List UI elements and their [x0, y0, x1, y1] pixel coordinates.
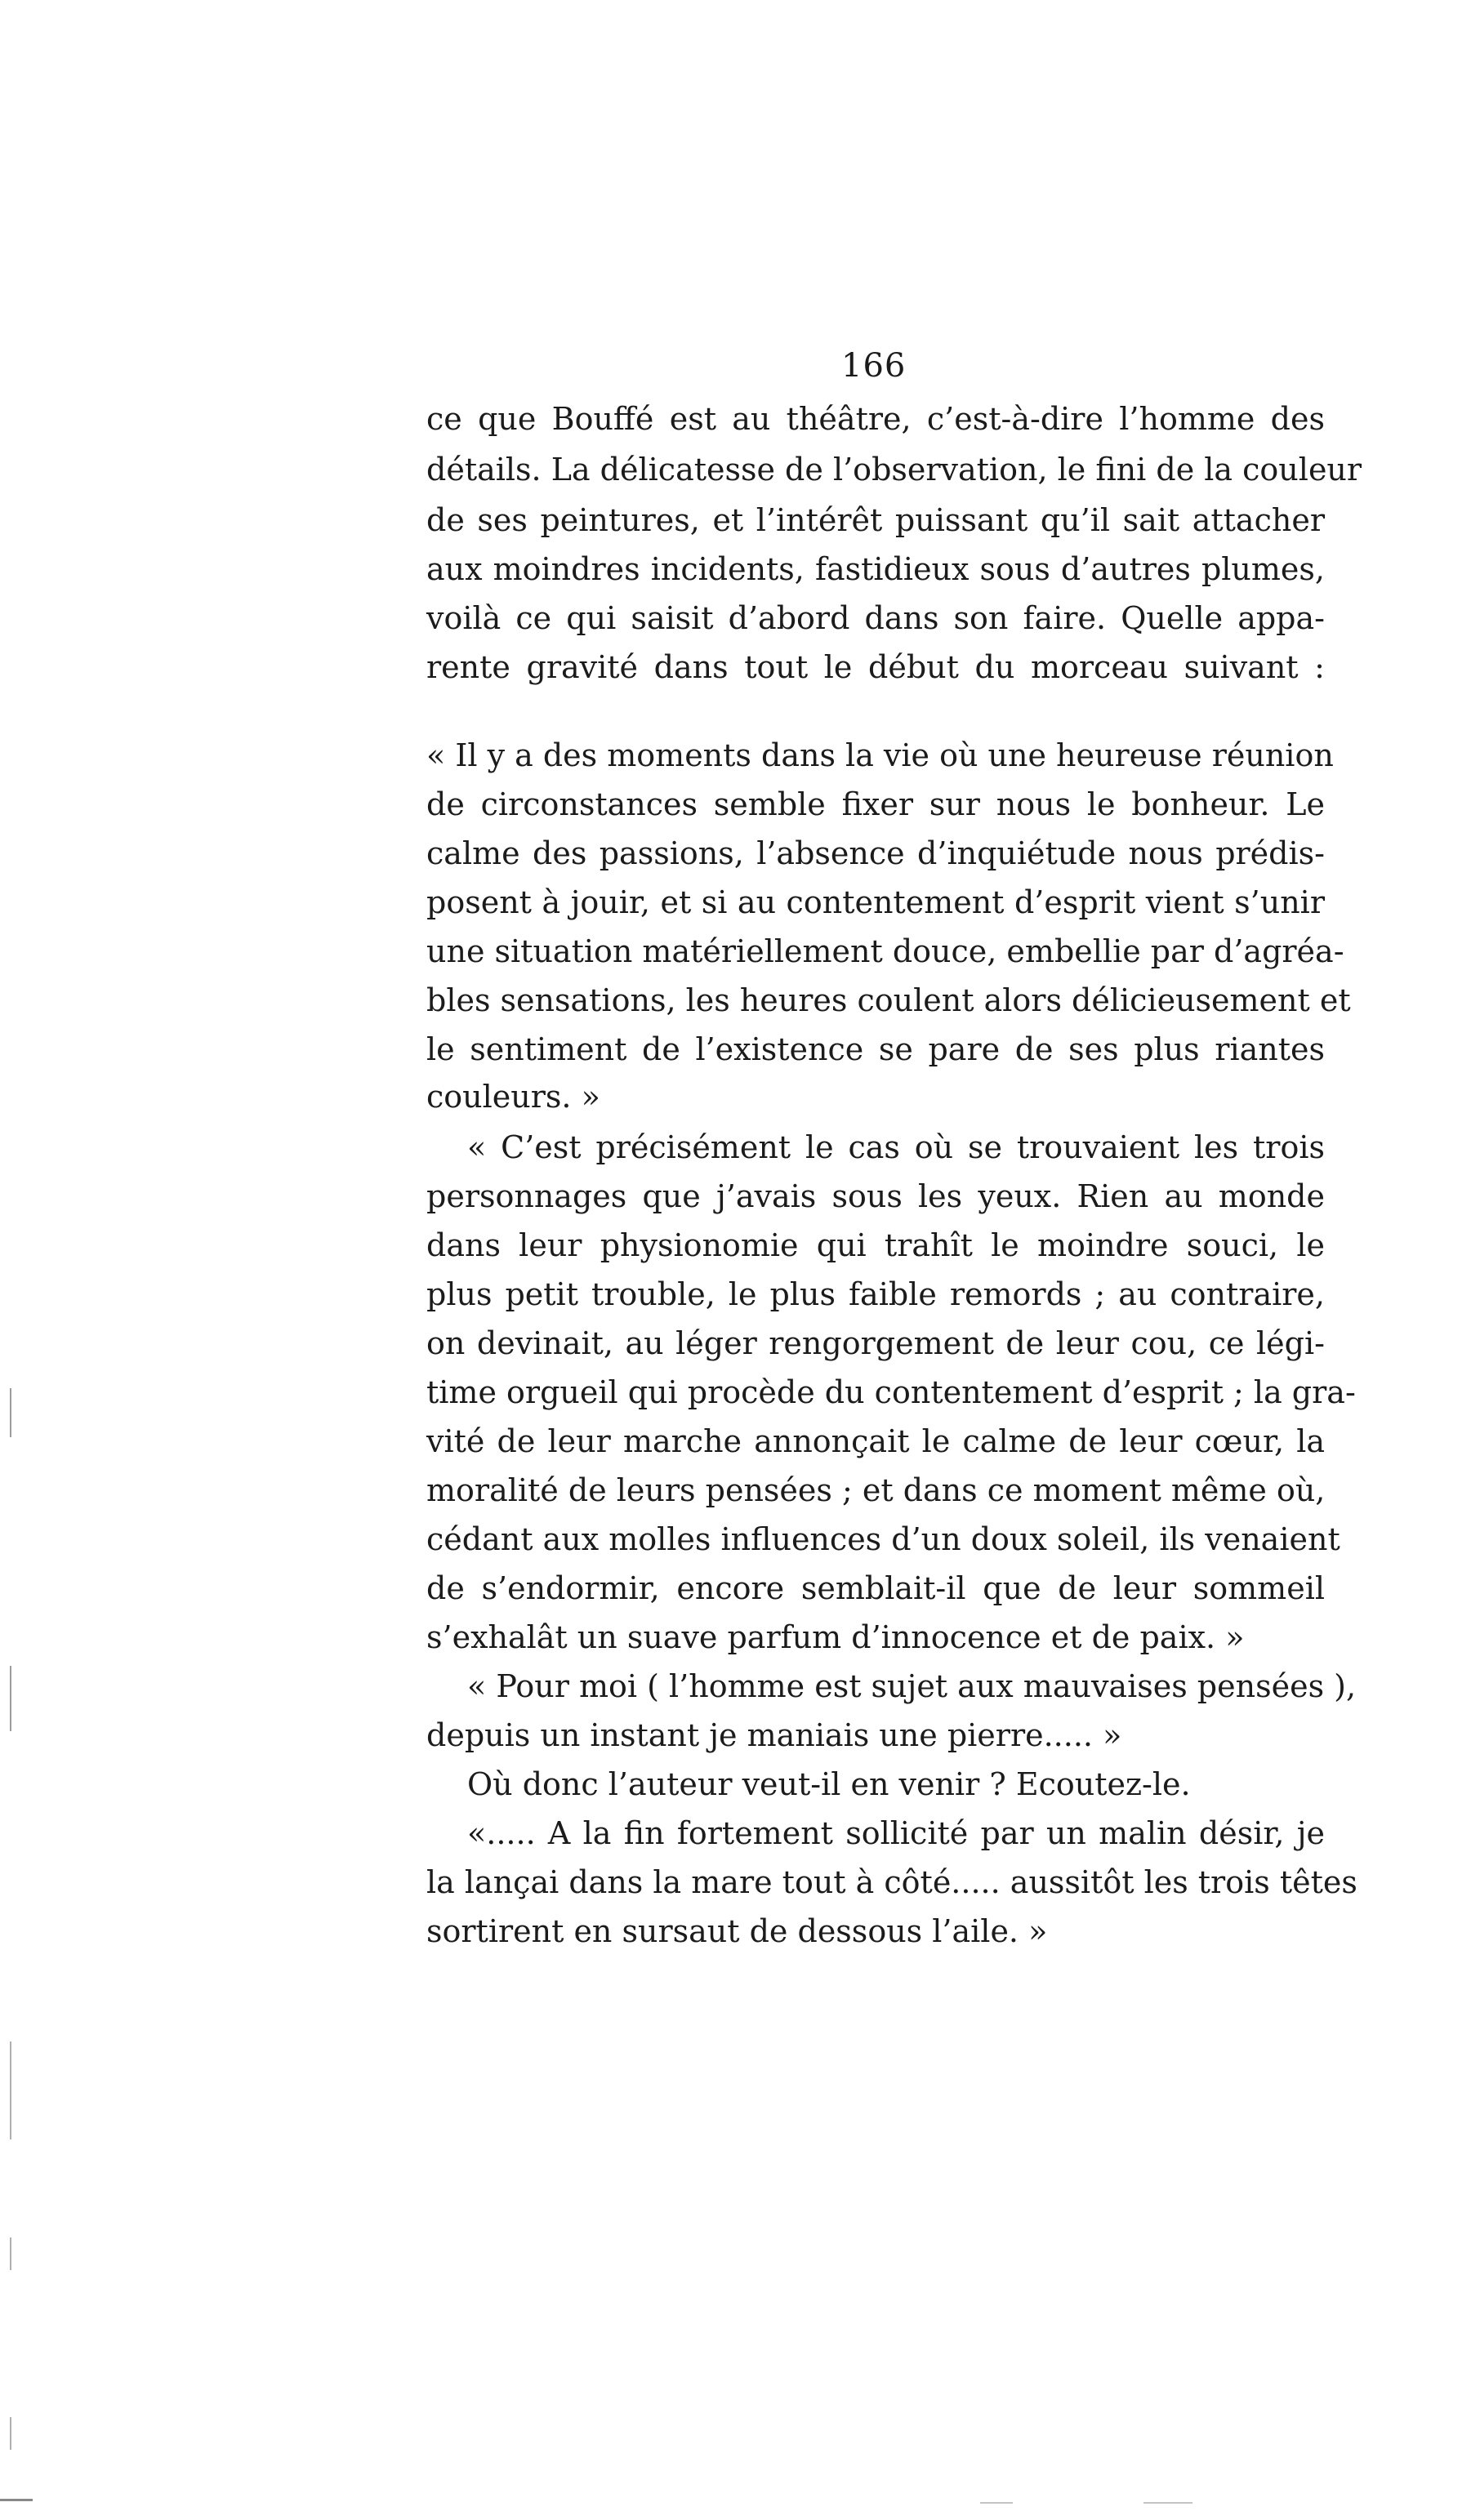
text-line: le sentiment de l’existence se pare de ses plus riantes — [426, 1031, 1325, 1067]
text-line: « C’est précisément le cas où se trouvaient les trois — [467, 1129, 1325, 1165]
text-line: cédant aux molles influences d’un doux soleil, ils venaient — [426, 1521, 1340, 1557]
text-line: Où donc l’auteur veut-il en venir ? Ecoutez-le. — [467, 1766, 1191, 1802]
scan-mark — [980, 2502, 1013, 2504]
text-line: « Pour moi ( l’homme est sujet aux mauvaises pensées ), — [467, 1668, 1357, 1704]
text-line: vité de leur marche annonçait le calme de leur cœur, la — [426, 1423, 1325, 1459]
text-line: «..... A la fin fortement sollicité par un malin désir, je — [467, 1815, 1325, 1851]
text-line: aux moindres incidents, fastidieux sous d’autres plumes, — [426, 551, 1325, 587]
text-line: de s’endormir, encore semblait-il que de leur sommeil — [426, 1570, 1325, 1606]
text-line: sortirent en sursaut de dessous l’aile. » — [426, 1913, 1048, 1949]
scan-mark — [10, 2237, 11, 2270]
text-line: dans leur physionomie qui trahît le moindre souci, le — [426, 1227, 1325, 1263]
text-line: de ses peintures, et l’intérêt puissant qu’il sait attacher — [426, 502, 1325, 538]
text-line: de circonstances semble fixer sur nous le bonheur. Le — [426, 786, 1325, 822]
scan-mark — [10, 1388, 11, 1437]
text-line: calme des passions, l’absence d’inquiétude nous prédis- — [426, 835, 1325, 871]
text-line: posent à jouir, et si au contentement d’esprit vient s’unir — [426, 884, 1325, 920]
text-line: la lançai dans la mare tout à côté..... aussitôt les trois têtes — [426, 1864, 1357, 1900]
text-line: plus petit trouble, le plus faible remords ; au contraire, — [426, 1276, 1325, 1312]
text-line: moralité de leurs pensées ; et dans ce moment même où, — [426, 1472, 1326, 1508]
scan-mark — [0, 2499, 33, 2501]
text-line: time orgueil qui procède du contentement d’esprit ; la gra- — [426, 1374, 1356, 1410]
text-line: ce que Bouffé est au théâtre, c’est-à-dire l’homme des — [426, 401, 1325, 437]
text-line: une situation matériellement douce, embellie par d’agréa- — [426, 933, 1344, 969]
text-line: détails. La délicatesse de l’observation, le fini de la couleur — [426, 452, 1362, 488]
scan-mark — [1143, 2502, 1192, 2504]
scan-mark — [10, 2041, 11, 2139]
text-line: bles sensations, les heures coulent alors délicieusement et — [426, 982, 1351, 1018]
text-line: couleurs. » — [426, 1079, 600, 1115]
text-line: s’exhalât un suave parfum d’innocence et de paix. » — [426, 1619, 1245, 1655]
scan-mark — [10, 2417, 11, 2450]
text-line: voilà ce qui saisit d’abord dans son faire. Quelle appa- — [426, 600, 1325, 636]
scan-mark — [10, 1666, 11, 1731]
text-line: personnages que j’avais sous les yeux. Rien au monde — [426, 1178, 1325, 1214]
text-line: on devinait, au léger rengorgement de leur cou, ce légi- — [426, 1325, 1325, 1361]
text-line: « Il y a des moments dans la vie où une heureuse réunion — [426, 737, 1334, 773]
text-line: depuis un instant je maniais une pierre..... » — [426, 1717, 1122, 1753]
text-line: rente gravité dans tout le début du morceau suivant : — [426, 649, 1325, 685]
page-number: 166 — [841, 347, 907, 385]
